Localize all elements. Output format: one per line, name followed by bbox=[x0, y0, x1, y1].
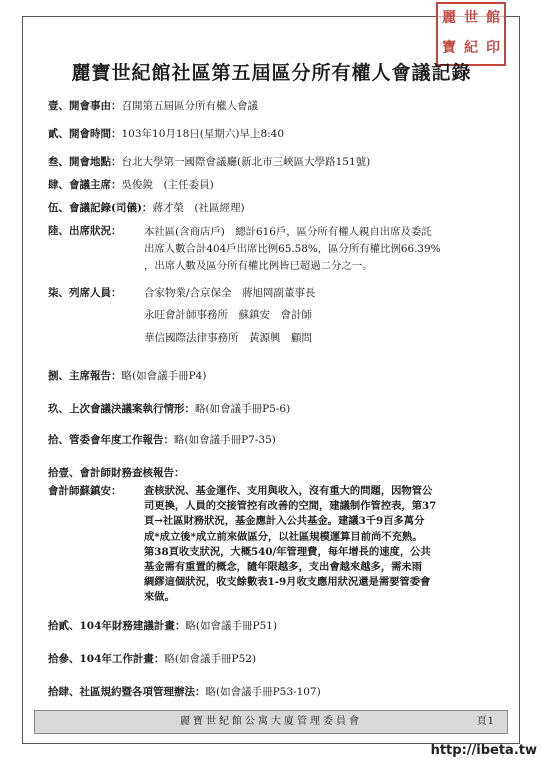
item-regulations bbox=[48, 684, 321, 701]
audit-line: 查核狀況、基金運作、支用與收入，沒有重大的問題，因物管公 bbox=[144, 485, 433, 497]
attendance-line: 出席人數合計404戶出席比例65.58%，區分所有權比例66.39% bbox=[144, 243, 441, 255]
item-label: 肆、會議主席： bbox=[48, 179, 122, 191]
audit-line: 司更換，人員的交接管控有改善的空間，建議制作管控表，第37 bbox=[144, 500, 437, 513]
report-value: 略(如會議手冊P5-6) bbox=[195, 403, 291, 415]
audit-paragraph bbox=[144, 484, 436, 606]
audit-line: 綢繆這個狀況，收支餘數表1-9月收支應用狀況還是需要管委會 bbox=[144, 576, 431, 589]
item-meeting-purpose bbox=[48, 98, 258, 115]
item-value: 略(如會議手冊P53-107) bbox=[205, 686, 321, 698]
item-value: 台北大學第一國際會議廳(新北市三峽區大學路151號) bbox=[121, 156, 371, 168]
item-value: 略(如會議手冊P51) bbox=[185, 620, 278, 632]
item-value: 103年10月18日(星期六)早上8:40 bbox=[121, 128, 285, 140]
item-label: 壹、開會事由： bbox=[48, 100, 122, 112]
audit-line: 頁→社區財務狀況，基金應計入公共基金。建議3千9百多萬分 bbox=[144, 515, 425, 528]
attendance-text bbox=[144, 224, 441, 275]
official-seal: 麗 世 館 寶 紀 印 bbox=[436, 2, 506, 66]
footer-org: 麗寶世紀館公寓大廈管理委員會 bbox=[180, 716, 362, 727]
report-chairman bbox=[48, 368, 206, 385]
attendees-label bbox=[48, 285, 122, 302]
item-label: 貳、開會時間： bbox=[48, 128, 122, 140]
report-value: 略(如會議手冊P4) bbox=[121, 370, 207, 382]
item-value: 吳俊銳 (主任委員) bbox=[121, 179, 214, 191]
audit-heading-text: 拾壹、會計師財務查核報告： bbox=[48, 467, 185, 479]
audit-line: 成*成立後*成立前來做區分，以社區規模運算目前尚不充熟。 bbox=[144, 530, 423, 543]
item-recorder bbox=[48, 200, 245, 217]
attendance-line: ，出席人數及區分所有權比例皆已超過二分之一。 bbox=[144, 260, 373, 272]
report-value: 略(如會議手冊P7-35) bbox=[174, 434, 276, 446]
item-meeting-time bbox=[48, 126, 284, 143]
report-committee-annual bbox=[48, 432, 276, 449]
item-label: 伍、會議記錄(司儀)： bbox=[48, 202, 153, 214]
item-work-plan bbox=[48, 651, 256, 668]
report-label: 拾、管委會年度工作報告： bbox=[48, 434, 174, 446]
item-value: 召開第五屆區分所有權人會議 bbox=[121, 100, 258, 112]
page-title: 麗寶世紀館社區第五屆區分所有權人會議記錄 bbox=[71, 62, 472, 84]
item-label: 拾肆、社區規約暨各項管理辦法： bbox=[48, 686, 206, 698]
attendee-line: 永旺會計師事務所 蘇鎮安 會計師 bbox=[144, 309, 312, 321]
item-financial-plan bbox=[48, 618, 277, 635]
attendance-label bbox=[48, 223, 122, 240]
report-label: 捌、主席報告： bbox=[48, 370, 122, 382]
attendee-line: 華信國際法律事務所 黃源興 顧問 bbox=[144, 332, 312, 344]
audit-line: 基金需有重置的概念，隨年限越多，支出會越來越多，需未雨 bbox=[144, 561, 423, 574]
audit-line: 第38頁收支狀況，大概540/年管理費，每年增長的速度，公共 bbox=[144, 545, 431, 558]
report-label: 玖、上次會議決議案執行情形： bbox=[48, 403, 195, 415]
item-chairperson bbox=[48, 177, 214, 194]
audit-line: 來做。 bbox=[144, 591, 175, 604]
item-label: 拾參、104年工作計畫： bbox=[48, 653, 165, 665]
audit-speaker bbox=[48, 483, 122, 500]
page-footer bbox=[34, 710, 508, 734]
watermark: http://ibeta.tw bbox=[430, 743, 537, 758]
audit-heading bbox=[48, 465, 185, 482]
attendance-line: 本社區(含商店戶) 總計616戶，區分所有權人親自出席及委託 bbox=[144, 226, 432, 238]
attendees-label-text: 柒、列席人員： bbox=[48, 287, 122, 299]
item-label: 拾貳、104年財務建議計畫： bbox=[48, 620, 186, 632]
report-previous-resolution bbox=[48, 401, 290, 418]
footer-page-number: 頁1 bbox=[476, 716, 495, 727]
item-label: 叁、開會地點： bbox=[48, 156, 122, 168]
item-value: 蔣才榮 (社區經理) bbox=[152, 202, 245, 214]
attendee-line: 合家物業/合京保全 蔣旭岡副董事長 bbox=[144, 287, 316, 299]
item-meeting-place bbox=[48, 154, 370, 171]
item-value: 略(如會議手冊P52) bbox=[164, 653, 257, 665]
attendance-label-text: 陸、出席狀況： bbox=[48, 225, 122, 237]
audit-speaker-text: 會計師蘇鎮安： bbox=[48, 485, 122, 497]
